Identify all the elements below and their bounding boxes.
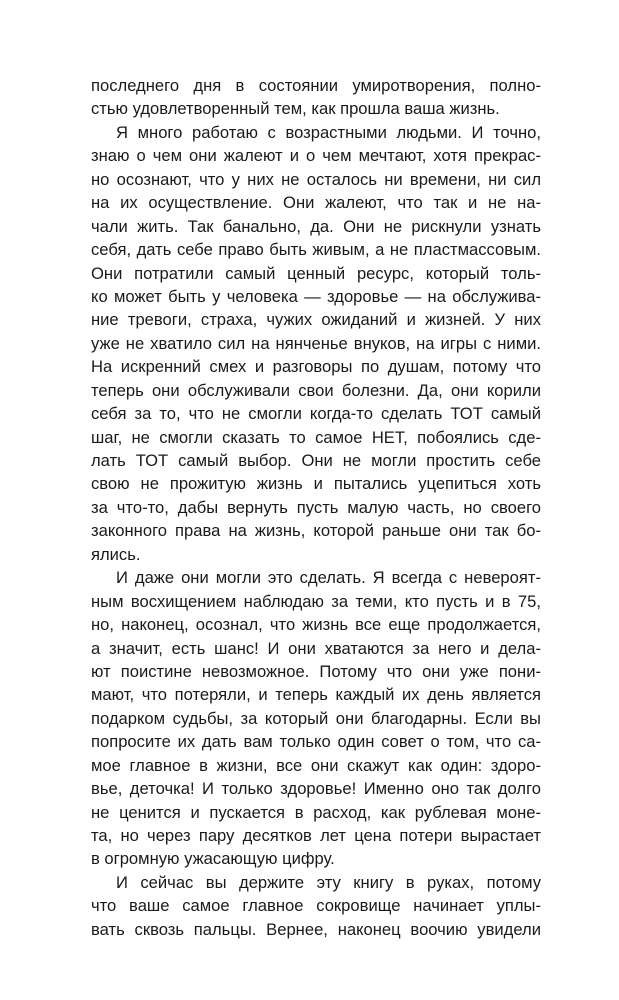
text-line: Они потратили самый ценный ресурс, который толь- <box>91 263 541 283</box>
text-line: а значит, есть шанс! И они хватаются за него и дела- <box>91 638 541 658</box>
text-line: вье, деточка! И только здоровье! Именно оно так долго <box>91 779 541 799</box>
text-line: что ваше самое главное сокровище начинает уплы- <box>91 896 541 916</box>
text-line: на их осуществление. Они жалеют, что так и не на- <box>91 193 541 213</box>
text-line: лать ТОТ самый выбор. Они не могли простить себе <box>91 451 541 470</box>
text-line: Я много работаю с возрастными людьми. И точно, <box>116 122 541 142</box>
text-line: свою не прожитую жизнь и пытались уцепиться хоть <box>91 474 541 494</box>
text-line: ние тревоги, страха, чужих ожиданий и жизней. У них <box>91 310 541 330</box>
text-line: ялись. <box>91 544 141 564</box>
text-line: попросите их дать вам только один совет о том, что са- <box>91 732 541 752</box>
text-line: законного права на жизнь, которой раньше они так бо- <box>91 521 541 541</box>
paragraph <box>91 74 541 121</box>
text-line: но, наконец, осознал, что жизнь все еще продолжается, <box>91 615 541 635</box>
text-line: стью удовлетворенный тем, как прошла ваша жизнь. <box>91 99 500 119</box>
text-line: знаю о чем они жалеют и о чем мечтают, хотя прекрас- <box>91 146 541 166</box>
text-line: вать сквозь пальцы. Вернее, наконец воочию увидели <box>91 919 541 939</box>
text-line: шаг, не смогли сказать то самое НЕТ, побоялись сде- <box>91 427 541 447</box>
text-line: та, но через пару десятков лет цена потери вырастает <box>91 826 541 845</box>
text-line: ным восхищением наблюдаю за теми, кто пусть и в 75, <box>91 591 541 611</box>
text-line: но осознают, что у них не осталось ни времени, ни сил <box>91 169 541 189</box>
text-line: И даже они могли это сделать. Я всегда с невероят- <box>116 568 541 588</box>
text-line: мое главное в жизни, все они скажут как один: здоро- <box>91 755 541 775</box>
text-line: не ценится и пускается в расход, как рублевая моне- <box>91 802 541 822</box>
text-line: теперь они обслуживали свои болезни. Да, они корили <box>91 380 541 400</box>
text-line: последнего дня в состоянии умиротворения, полно- <box>91 76 541 95</box>
text-line: мают, что потеряли, и теперь каждый их день является <box>91 685 541 705</box>
paragraph <box>91 566 541 871</box>
text-line: ют поистине невозможное. Потому что они уже пони- <box>91 661 541 681</box>
text-line: уже не хватило сил на нянченье внуков, на игры с ними. <box>91 333 541 353</box>
paragraph <box>91 871 541 941</box>
text-line: И сейчас вы держите эту книгу в руках, потому <box>116 872 541 892</box>
text-line: себя за то, что не смогли когда-то сделать ТОТ самый <box>91 404 541 424</box>
text-line: подарком судьбы, за который они благодарны. Если вы <box>91 708 541 728</box>
text-line: себя, дать себе право быть живым, а не пластмассовым. <box>91 240 541 260</box>
text-line: за что-то, дабы вернуть пусть малую часть, но своего <box>91 497 541 517</box>
text-line: На искренний смех и разговоры по душам, потому что <box>91 357 541 377</box>
text-line: в огромную ужасающую цифру. <box>91 849 335 869</box>
body-text <box>91 74 541 941</box>
paragraph <box>91 121 541 566</box>
text-line: чали жить. Так банально, да. Они не рискнули узнать <box>91 216 541 236</box>
text-line: ко может быть у человека — здоровье — на обслужива- <box>91 286 541 306</box>
